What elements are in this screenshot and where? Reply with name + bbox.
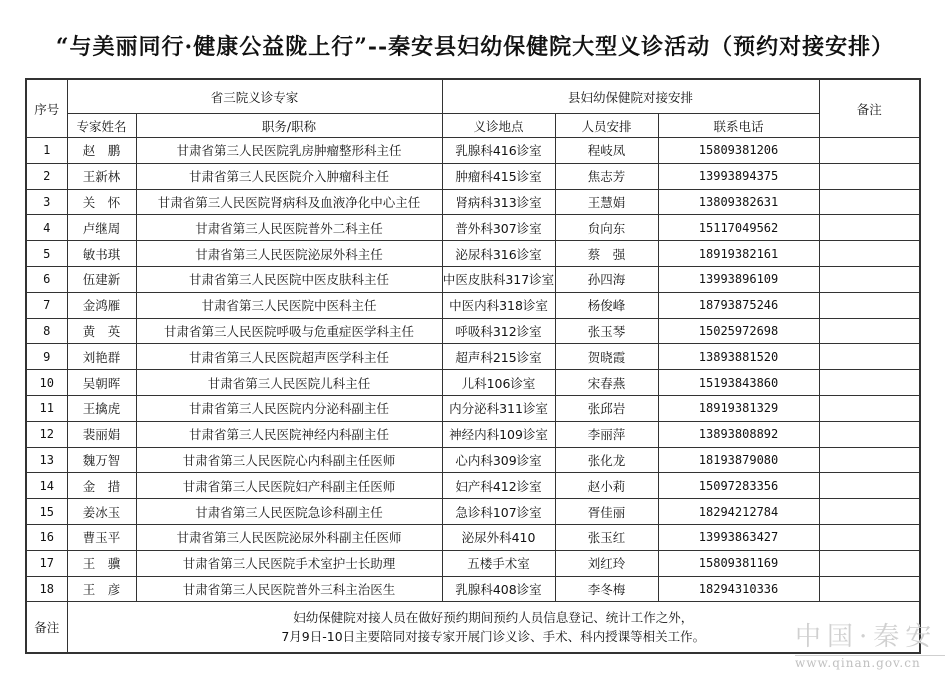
cell-remark: [819, 266, 920, 292]
cell-staff: 程岐凤: [555, 138, 658, 164]
cell-phone: 15809381169: [658, 550, 819, 576]
cell-position: 甘肃省第三人民医院普外二科主任: [136, 215, 442, 241]
cell-location: 乳腺科408诊室: [442, 576, 555, 602]
cell-remark: [819, 189, 920, 215]
cell-staff: 胥佳丽: [555, 499, 658, 525]
cell-seq: 16: [26, 524, 67, 550]
cell-phone: 15097283356: [658, 473, 819, 499]
cell-location: 心内科309诊室: [442, 447, 555, 473]
cell-location: 肿瘤科415诊室: [442, 163, 555, 189]
cell-position: 甘肃省第三人民医院妇产科副主任医师: [136, 473, 442, 499]
footer-remark-label: 备注: [26, 602, 67, 654]
cell-staff: 孙四海: [555, 266, 658, 292]
cell-expert-name: 卢继周: [67, 215, 136, 241]
table-row: [26, 499, 920, 525]
cell-phone: 13993894375: [658, 163, 819, 189]
table-row: [26, 344, 920, 370]
document-title: “与美丽同行·健康公益陇上行”--秦安县妇幼保健院大型义诊活动（预约对接安排）: [55, 34, 895, 60]
schedule-table: [25, 78, 921, 654]
cell-staff: 贠向东: [555, 215, 658, 241]
watermark-divider: [795, 655, 945, 656]
table-row: [26, 266, 920, 292]
cell-seq: 5: [26, 241, 67, 267]
cell-position: 甘肃省第三人民医院普外三科主治医生: [136, 576, 442, 602]
table-row: [26, 189, 920, 215]
footer-remark-line1: 妇幼保健院对接人员在做好预约期间预约人员信息登记、统计工作之外，: [293, 610, 694, 626]
cell-expert-name: 王 骥: [67, 550, 136, 576]
cell-phone: 18294212784: [658, 499, 819, 525]
cell-position: 甘肃省第三人民医院心内科副主任医师: [136, 447, 442, 473]
cell-staff: 王慧娟: [555, 189, 658, 215]
table-row: [26, 138, 920, 164]
cell-position: 甘肃省第三人民医院中医皮肤科主任: [136, 266, 442, 292]
cell-position: 甘肃省第三人民医院介入肿瘤科主任: [136, 163, 442, 189]
cell-staff: 张化龙: [555, 447, 658, 473]
header-location: 义诊地点: [442, 114, 555, 138]
cell-position: 甘肃省第三人民医院乳房肿瘤整形科主任: [136, 138, 442, 164]
cell-expert-name: 魏万智: [67, 447, 136, 473]
cell-expert-name: 姜冰玉: [67, 499, 136, 525]
cell-seq: 13: [26, 447, 67, 473]
cell-remark: [819, 163, 920, 189]
cell-seq: 14: [26, 473, 67, 499]
footer-remark-line2: 7月9日-10日主要陪同对接专家开展门诊义诊、手术、科内授课等相关工作。: [281, 629, 706, 645]
cell-staff: 杨俊峰: [555, 292, 658, 318]
cell-location: 儿科106诊室: [442, 370, 555, 396]
cell-seq: 2: [26, 163, 67, 189]
cell-position: 甘肃省第三人民医院呼吸与危重症医学科主任: [136, 318, 442, 344]
table-row: [26, 421, 920, 447]
cell-expert-name: 王擒虎: [67, 395, 136, 421]
cell-location: 内分泌科311诊室: [442, 395, 555, 421]
footer-remark-text: [67, 602, 920, 654]
cell-staff: 宋春燕: [555, 370, 658, 396]
cell-position: 甘肃省第三人民医院急诊科副主任: [136, 499, 442, 525]
footer-remark-row: [26, 602, 920, 654]
cell-location: 泌尿外科410: [442, 524, 555, 550]
cell-staff: 刘红玲: [555, 550, 658, 576]
cell-seq: 10: [26, 370, 67, 396]
cell-seq: 3: [26, 189, 67, 215]
cell-position: 甘肃省第三人民医院儿科主任: [136, 370, 442, 396]
cell-location: 中医皮肤科317诊室: [442, 266, 555, 292]
table-row: [26, 447, 920, 473]
cell-remark: [819, 215, 920, 241]
cell-phone: 18919382161: [658, 241, 819, 267]
header-row-group: [26, 79, 920, 114]
cell-expert-name: 裴丽娟: [67, 421, 136, 447]
cell-remark: [819, 138, 920, 164]
header-row-columns: [26, 114, 920, 138]
cell-staff: 赵小莉: [555, 473, 658, 499]
cell-location: 急诊科107诊室: [442, 499, 555, 525]
cell-location: 普外科307诊室: [442, 215, 555, 241]
cell-location: 超声科215诊室: [442, 344, 555, 370]
cell-location: 肾病科313诊室: [442, 189, 555, 215]
cell-location: 五楼手术室: [442, 550, 555, 576]
cell-expert-name: 赵 鹏: [67, 138, 136, 164]
header-remarks: 备注: [819, 79, 920, 138]
cell-position: 甘肃省第三人民医院超声医学科主任: [136, 344, 442, 370]
header-seq: 序号: [26, 79, 67, 138]
cell-phone: 15809381206: [658, 138, 819, 164]
table-row: [26, 550, 920, 576]
cell-phone: 15117049562: [658, 215, 819, 241]
cell-seq: 9: [26, 344, 67, 370]
watermark-logo-text: 中国·秦安: [795, 622, 938, 652]
cell-phone: 13993896109: [658, 266, 819, 292]
watermark-url: www.qinan.gov.cn: [795, 656, 921, 670]
table-row: [26, 215, 920, 241]
table-row: [26, 473, 920, 499]
cell-staff: 焦志芳: [555, 163, 658, 189]
cell-seq: 12: [26, 421, 67, 447]
cell-phone: 18919381329: [658, 395, 819, 421]
cell-expert-name: 王新林: [67, 163, 136, 189]
cell-phone: 13993863427: [658, 524, 819, 550]
cell-staff: 张玉琴: [555, 318, 658, 344]
cell-remark: [819, 395, 920, 421]
header-group-arrangement: 县妇幼保健院对接安排: [442, 79, 819, 114]
cell-remark: [819, 318, 920, 344]
cell-position: 甘肃省第三人民医院泌尿外科副主任医师: [136, 524, 442, 550]
header-group-experts: 省三院义诊专家: [67, 79, 442, 114]
table-body: [26, 138, 920, 602]
cell-phone: 18294310336: [658, 576, 819, 602]
cell-remark: [819, 370, 920, 396]
cell-remark: [819, 292, 920, 318]
cell-expert-name: 敏书琪: [67, 241, 136, 267]
table-row: [26, 318, 920, 344]
cell-expert-name: 伍建新: [67, 266, 136, 292]
table-row: [26, 524, 920, 550]
table-row: [26, 576, 920, 602]
cell-expert-name: 金鸿雁: [67, 292, 136, 318]
cell-expert-name: 金 措: [67, 473, 136, 499]
cell-expert-name: 关 怀: [67, 189, 136, 215]
header-position: 职务/职称: [136, 114, 442, 138]
cell-remark: [819, 241, 920, 267]
cell-phone: 18193879080: [658, 447, 819, 473]
cell-expert-name: 刘艳群: [67, 344, 136, 370]
cell-position: 甘肃省第三人民医院泌尿外科主任: [136, 241, 442, 267]
cell-staff: 李丽萍: [555, 421, 658, 447]
cell-phone: 18793875246: [658, 292, 819, 318]
cell-remark: [819, 576, 920, 602]
header-phone: 联系电话: [658, 114, 819, 138]
header-expert-name: 专家姓名: [67, 114, 136, 138]
cell-expert-name: 黄 英: [67, 318, 136, 344]
cell-staff: 蔡 强: [555, 241, 658, 267]
cell-seq: 15: [26, 499, 67, 525]
cell-position: 甘肃省第三人民医院手术室护士长助理: [136, 550, 442, 576]
cell-seq: 18: [26, 576, 67, 602]
cell-seq: 17: [26, 550, 67, 576]
cell-phone: 13893881520: [658, 344, 819, 370]
cell-seq: 7: [26, 292, 67, 318]
cell-remark: [819, 344, 920, 370]
cell-location: 中医内科318诊室: [442, 292, 555, 318]
header-staff: 人员安排: [555, 114, 658, 138]
cell-location: 呼吸科312诊室: [442, 318, 555, 344]
cell-phone: 15025972698: [658, 318, 819, 344]
cell-remark: [819, 499, 920, 525]
cell-remark: [819, 473, 920, 499]
cell-remark: [819, 524, 920, 550]
cell-expert-name: 曹玉平: [67, 524, 136, 550]
cell-phone: 15193843860: [658, 370, 819, 396]
table-row: [26, 395, 920, 421]
cell-position: 甘肃省第三人民医院神经内科副主任: [136, 421, 442, 447]
cell-seq: 4: [26, 215, 67, 241]
cell-remark: [819, 421, 920, 447]
cell-remark: [819, 550, 920, 576]
cell-position: 甘肃省第三人民医院内分泌科副主任: [136, 395, 442, 421]
cell-phone: 13809382631: [658, 189, 819, 215]
cell-seq: 8: [26, 318, 67, 344]
cell-expert-name: 吴朝晖: [67, 370, 136, 396]
cell-staff: 贺晓霞: [555, 344, 658, 370]
cell-location: 妇产科412诊室: [442, 473, 555, 499]
cell-location: 泌尿科316诊室: [442, 241, 555, 267]
cell-location: 神经内科109诊室: [442, 421, 555, 447]
table-row: [26, 163, 920, 189]
cell-seq: 11: [26, 395, 67, 421]
table-row: [26, 370, 920, 396]
cell-location: 乳腺科416诊室: [442, 138, 555, 164]
cell-staff: 李冬梅: [555, 576, 658, 602]
cell-position: 甘肃省第三人民医院中医科主任: [136, 292, 442, 318]
cell-phone: 13893808892: [658, 421, 819, 447]
table-row: [26, 241, 920, 267]
table-row: [26, 292, 920, 318]
cell-expert-name: 王 彦: [67, 576, 136, 602]
cell-staff: 张邱岩: [555, 395, 658, 421]
cell-position: 甘肃省第三人民医院肾病科及血液净化中心主任: [136, 189, 442, 215]
cell-seq: 6: [26, 266, 67, 292]
cell-seq: 1: [26, 138, 67, 164]
cell-staff: 张玉红: [555, 524, 658, 550]
cell-remark: [819, 447, 920, 473]
